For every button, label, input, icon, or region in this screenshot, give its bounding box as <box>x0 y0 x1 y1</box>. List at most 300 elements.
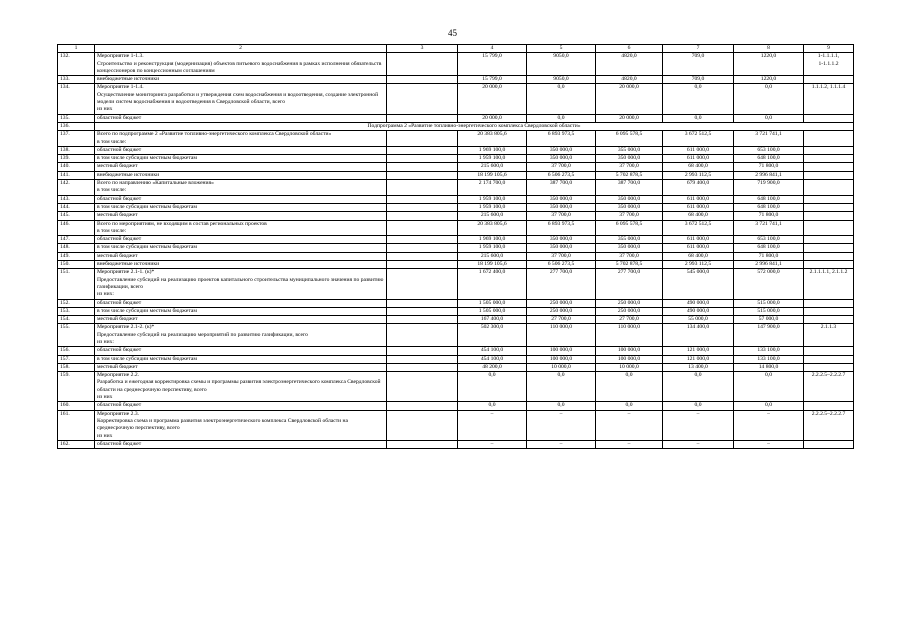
target-indicator-code <box>804 236 854 244</box>
year-2-value: 387 700,0 <box>596 180 663 196</box>
total-value: 20 383 805,6 <box>458 131 527 147</box>
row-number: 147. <box>58 236 95 244</box>
year-4-value: – <box>734 410 804 440</box>
total-value: 215 600,0 <box>458 163 527 171</box>
row-description: Мероприятие 2.2. Разработка и ежегодная корректировка схемы и программы развития электроэнергетического комплекса Свердловской области на среднесрочную перспективу, всего из них <box>95 372 387 402</box>
column-3-cell <box>387 131 458 147</box>
target-indicator-code <box>804 402 854 410</box>
total-value: 167 400,0 <box>458 316 527 324</box>
total-value: 454 100,0 <box>458 355 527 363</box>
year-4-value: 3 721 741,1 <box>734 220 804 236</box>
column-3-cell <box>387 324 458 347</box>
total-value: 1 959 100,0 <box>458 244 527 252</box>
column-3-cell <box>387 203 458 211</box>
year-1-value: 387 700,0 <box>527 180 596 196</box>
year-1-value: 100 000,0 <box>527 347 596 355</box>
target-indicator-code <box>804 252 854 260</box>
row-description: в том числе субсидии местным бюджетам <box>95 307 387 315</box>
year-3-value: – <box>663 410 734 440</box>
year-4-value: 515 000,0 <box>734 299 804 307</box>
row-number: 161. <box>58 410 95 440</box>
year-4-value: 572 000,0 <box>734 269 804 299</box>
row-description: внебюджетные источники <box>95 261 387 269</box>
year-2-value: 37 700,0 <box>596 212 663 220</box>
table-row <box>58 324 854 347</box>
year-2-value: 6 095 578,5 <box>596 131 663 147</box>
year-3-value: 121 000,0 <box>663 355 734 363</box>
column-number: 8 <box>734 45 804 53</box>
row-number: 136. <box>58 122 95 130</box>
year-4-value: 1220,0 <box>734 76 804 84</box>
column-3-cell <box>387 440 458 448</box>
target-indicator-code <box>804 220 854 236</box>
table-header-row <box>58 45 854 53</box>
row-description: Всего по подпрограмме 2 «Развитие топливно-энергетического комплекса Свердловской области» в том числе: <box>95 131 387 147</box>
table-row <box>58 440 854 448</box>
row-number: 132. <box>58 53 95 76</box>
year-2-value: 350 000,0 <box>596 244 663 252</box>
column-3-cell <box>387 316 458 324</box>
row-description: Мероприятие 2.1-2. (к)* Предоставление субсидий на реализацию мероприятий по развитию газификации, всего из них: <box>95 324 387 347</box>
row-number: 160. <box>58 402 95 410</box>
year-4-value: 0,0 <box>734 114 804 122</box>
table-row <box>58 299 854 307</box>
column-3-cell <box>387 261 458 269</box>
row-number: 157. <box>58 355 95 363</box>
row-description: Мероприятие 1-1.4. Осуществление мониторинга разработки и утверждения схем водоснабжения и водоотведения, создание электронной модели систем водоснабжения и водоотведения в Свердловской области, всего из них <box>95 84 387 114</box>
year-2-value: 20 000,0 <box>596 84 663 114</box>
year-4-value: 14 800,0 <box>734 363 804 371</box>
table-row <box>58 84 854 114</box>
column-3-cell <box>387 402 458 410</box>
row-description: в том числе субсидии местным бюджетам <box>95 203 387 211</box>
year-1-value: – <box>527 440 596 448</box>
year-1-value: 0,0 <box>527 402 596 410</box>
table-row <box>58 180 854 196</box>
target-indicator-code: 2.2.2.5–2.2.2.7 <box>804 410 854 440</box>
year-2-value: 20 000,0 <box>596 114 663 122</box>
year-3-value: 55 000,0 <box>663 316 734 324</box>
year-1-value: 37 700,0 <box>527 163 596 171</box>
table-row <box>58 269 854 299</box>
column-3-cell <box>387 195 458 203</box>
row-number: 140. <box>58 163 95 171</box>
row-number: 151. <box>58 269 95 299</box>
year-3-value: 68 400,0 <box>663 252 734 260</box>
target-indicator-code <box>804 146 854 154</box>
total-value: 1 505 000,0 <box>458 299 527 307</box>
row-number: 162. <box>58 440 95 448</box>
year-3-value: 2 993 112,5 <box>663 171 734 179</box>
year-1-value: 0,0 <box>527 84 596 114</box>
target-indicator-code <box>804 114 854 122</box>
row-description: местный бюджет <box>95 252 387 260</box>
year-2-value: 4820,0 <box>596 53 663 76</box>
target-indicator-code <box>804 131 854 147</box>
total-value: 215 600,0 <box>458 212 527 220</box>
year-2-value: 350 000,0 <box>596 155 663 163</box>
column-number: 6 <box>596 45 663 53</box>
row-description: областной бюджет <box>95 236 387 244</box>
row-number: 144. <box>58 203 95 211</box>
column-3-cell <box>387 347 458 355</box>
year-1-value: 350 000,0 <box>527 203 596 211</box>
year-3-value: 3 672 512,5 <box>663 220 734 236</box>
column-3-cell <box>387 84 458 114</box>
column-3-cell <box>387 53 458 76</box>
year-1-value: 6 506 273,5 <box>527 171 596 179</box>
year-1-value: 250 000,0 <box>527 307 596 315</box>
column-number: 5 <box>527 45 596 53</box>
year-2-value: 110 000,0 <box>596 324 663 347</box>
total-value: 20 000,0 <box>458 84 527 114</box>
target-indicator-code <box>804 163 854 171</box>
row-description: Мероприятие 2.3. Корректировка схема и программа развития электроэнергетического комплекса Свердловской области на среднесрочную перспективу, всего из них <box>95 410 387 440</box>
row-description: в том числе субсидии местным бюджетам <box>95 355 387 363</box>
row-description: местный бюджет <box>95 316 387 324</box>
year-2-value: 355 000,0 <box>596 236 663 244</box>
table-row <box>58 252 854 260</box>
year-1-value: 9050,0 <box>527 76 596 84</box>
total-value: 1 505 000,0 <box>458 307 527 315</box>
row-number: 150. <box>58 261 95 269</box>
year-3-value: 611 000,0 <box>663 236 734 244</box>
table-row <box>58 146 854 154</box>
year-4-value: 57 000,0 <box>734 316 804 324</box>
total-value: 20 383 805,6 <box>458 220 527 236</box>
column-number: 7 <box>663 45 734 53</box>
row-number: 138. <box>58 146 95 154</box>
target-indicator-code <box>804 307 854 315</box>
table-row <box>58 122 854 130</box>
column-3-cell <box>387 252 458 260</box>
column-3-cell <box>387 76 458 84</box>
year-4-value: 653 100,0 <box>734 146 804 154</box>
year-4-value: 71 800,0 <box>734 252 804 260</box>
year-3-value: 68 400,0 <box>663 163 734 171</box>
row-number: 149. <box>58 252 95 260</box>
target-indicator-code <box>804 316 854 324</box>
column-3-cell <box>387 372 458 402</box>
year-3-value: 0,0 <box>663 114 734 122</box>
target-indicator-code <box>804 261 854 269</box>
year-3-value: 2 993 112,5 <box>663 261 734 269</box>
year-2-value: 0,0 <box>596 372 663 402</box>
target-indicator-code <box>804 440 854 448</box>
table-row <box>58 212 854 220</box>
year-4-value: 147 900,0 <box>734 324 804 347</box>
year-2-value: 6 095 578,5 <box>596 220 663 236</box>
total-value: 15 799,0 <box>458 76 527 84</box>
year-4-value: 133 100,0 <box>734 355 804 363</box>
year-3-value: 611 000,0 <box>663 244 734 252</box>
year-3-value: 134 400,0 <box>663 324 734 347</box>
table-row <box>58 155 854 163</box>
table-row <box>58 244 854 252</box>
total-value: 1 969 100,0 <box>458 236 527 244</box>
year-2-value: 250 000,0 <box>596 307 663 315</box>
total-value: 1 969 100,0 <box>458 146 527 154</box>
year-4-value: 515 000,0 <box>734 307 804 315</box>
year-4-value: 133 100,0 <box>734 347 804 355</box>
year-1-value: 37 700,0 <box>527 212 596 220</box>
year-3-value: 611 000,0 <box>663 146 734 154</box>
total-value: 15 799,0 <box>458 53 527 76</box>
table-row <box>58 261 854 269</box>
year-2-value: 355 000,0 <box>596 146 663 154</box>
row-number: 155. <box>58 324 95 347</box>
column-3-cell <box>387 307 458 315</box>
row-description: Всего по направлению «Капитальные вложения» в том числе: <box>95 180 387 196</box>
row-number: 143. <box>58 195 95 203</box>
target-indicator-code: 2.1.1.3 <box>804 324 854 347</box>
target-indicator-code <box>804 244 854 252</box>
row-description: местный бюджет <box>95 212 387 220</box>
year-4-value: 2 996 841,1 <box>734 261 804 269</box>
target-indicator-code <box>804 212 854 220</box>
table-row <box>58 171 854 179</box>
row-description: в том числе субсидии местным бюджетам <box>95 155 387 163</box>
year-3-value: 0,0 <box>663 372 734 402</box>
target-indicator-code <box>804 299 854 307</box>
year-2-value: 100 000,0 <box>596 347 663 355</box>
budget-table <box>57 44 854 449</box>
year-2-value: 37 700,0 <box>596 163 663 171</box>
row-number: 145. <box>58 212 95 220</box>
year-3-value: 611 000,0 <box>663 155 734 163</box>
year-4-value: 648 100,0 <box>734 195 804 203</box>
year-3-value: 545 000,0 <box>663 269 734 299</box>
column-3-cell <box>387 363 458 371</box>
year-4-value: 648 100,0 <box>734 155 804 163</box>
row-description: областной бюджет <box>95 402 387 410</box>
row-number: 135. <box>58 114 95 122</box>
row-number: 148. <box>58 244 95 252</box>
year-4-value: 3 721 741,1 <box>734 131 804 147</box>
year-2-value: – <box>596 440 663 448</box>
year-2-value: 37 700,0 <box>596 252 663 260</box>
column-3-cell <box>387 146 458 154</box>
table-row <box>58 220 854 236</box>
table-row <box>58 355 854 363</box>
subprogram-title: Подпрограмма 2 «Развитие топливно-энергетического комплекса Свердловской области» <box>95 122 854 130</box>
row-description: в том числе субсидии местным бюджетам <box>95 244 387 252</box>
row-number: 142. <box>58 180 95 196</box>
year-1-value: 37 700,0 <box>527 252 596 260</box>
year-2-value: 350 000,0 <box>596 195 663 203</box>
total-value: 2 174 700,0 <box>458 180 527 196</box>
year-4-value: 1220,0 <box>734 53 804 76</box>
table-row <box>58 316 854 324</box>
column-3-cell <box>387 163 458 171</box>
year-1-value: 350 000,0 <box>527 155 596 163</box>
year-1-value: 6 893 973,5 <box>527 131 596 147</box>
total-value: 18 199 105,6 <box>458 261 527 269</box>
column-number: 9 <box>804 45 854 53</box>
column-3-cell <box>387 236 458 244</box>
total-value: 502 300,0 <box>458 324 527 347</box>
column-3-cell <box>387 355 458 363</box>
year-2-value: 5 702 878,5 <box>596 261 663 269</box>
year-4-value: 648 100,0 <box>734 203 804 211</box>
target-indicator-code <box>804 355 854 363</box>
year-4-value: 653 100,0 <box>734 236 804 244</box>
row-description: областной бюджет <box>95 299 387 307</box>
year-4-value: 2 996 841,1 <box>734 171 804 179</box>
row-number: 152. <box>58 299 95 307</box>
year-3-value: 68 400,0 <box>663 212 734 220</box>
year-2-value: 277 700,0 <box>596 269 663 299</box>
year-3-value: 13 400,0 <box>663 363 734 371</box>
target-indicator-code: 1.1.1.2, 1.1.1.4 <box>804 84 854 114</box>
total-value: 0,0 <box>458 372 527 402</box>
row-description: внебюджетные источники <box>95 171 387 179</box>
year-3-value: 709,0 <box>663 53 734 76</box>
row-description: местный бюджет <box>95 163 387 171</box>
year-2-value: 5 702 878,5 <box>596 171 663 179</box>
year-1-value: 6 893 973,5 <box>527 220 596 236</box>
column-3-cell <box>387 155 458 163</box>
year-1-value: 6 506 273,5 <box>527 261 596 269</box>
year-1-value: 350 000,0 <box>527 146 596 154</box>
year-3-value: 0,0 <box>663 402 734 410</box>
total-value: 0,0 <box>458 402 527 410</box>
total-value: 215 600,0 <box>458 252 527 260</box>
total-value: 48 200,0 <box>458 363 527 371</box>
column-3-cell <box>387 410 458 440</box>
year-1-value: 350 000,0 <box>527 195 596 203</box>
table-row <box>58 402 854 410</box>
year-3-value: 709,0 <box>663 76 734 84</box>
row-number: 139. <box>58 155 95 163</box>
year-3-value: 611 000,0 <box>663 195 734 203</box>
total-value: 1 959 100,0 <box>458 203 527 211</box>
row-number: 137. <box>58 131 95 147</box>
total-value: 18 199 105,6 <box>458 171 527 179</box>
column-number: 1 <box>58 45 95 53</box>
year-1-value: 350 000,0 <box>527 236 596 244</box>
row-description: областной бюджет <box>95 195 387 203</box>
year-2-value: – <box>596 410 663 440</box>
year-4-value: 0,0 <box>734 84 804 114</box>
year-2-value: 10 000,0 <box>596 363 663 371</box>
year-3-value: – <box>663 440 734 448</box>
table-row <box>58 131 854 147</box>
column-3-cell <box>387 269 458 299</box>
year-2-value: 350 000,0 <box>596 203 663 211</box>
year-3-value: 490 000,0 <box>663 299 734 307</box>
year-2-value: 0,0 <box>596 402 663 410</box>
total-value: – <box>458 410 527 440</box>
year-3-value: 611 000,0 <box>663 203 734 211</box>
row-number: 154. <box>58 316 95 324</box>
table-row <box>58 114 854 122</box>
year-2-value: 250 000,0 <box>596 299 663 307</box>
year-1-value: – <box>527 410 596 440</box>
year-2-value: 27 700,0 <box>596 316 663 324</box>
year-2-value: 4820,0 <box>596 76 663 84</box>
total-value: – <box>458 440 527 448</box>
page-number: 45 <box>448 28 457 38</box>
target-indicator-code <box>804 363 854 371</box>
row-number: 133. <box>58 76 95 84</box>
year-4-value: 71 800,0 <box>734 212 804 220</box>
column-3-cell <box>387 244 458 252</box>
year-1-value: 0,0 <box>527 114 596 122</box>
column-number: 4 <box>458 45 527 53</box>
row-number: 159. <box>58 372 95 402</box>
column-3-cell <box>387 299 458 307</box>
table-row <box>58 307 854 315</box>
year-4-value: 71 800,0 <box>734 163 804 171</box>
year-4-value: 719 900,0 <box>734 180 804 196</box>
year-4-value: 648 100,0 <box>734 244 804 252</box>
row-number: 134. <box>58 84 95 114</box>
row-number: 141. <box>58 171 95 179</box>
target-indicator-code <box>804 76 854 84</box>
column-3-cell <box>387 212 458 220</box>
table-row <box>58 53 854 76</box>
column-3-cell <box>387 220 458 236</box>
column-number: 2 <box>95 45 387 53</box>
year-1-value: 10 000,0 <box>527 363 596 371</box>
year-1-value: 27 700,0 <box>527 316 596 324</box>
row-number: 156. <box>58 347 95 355</box>
column-number: 3 <box>387 45 458 53</box>
year-1-value: 250 000,0 <box>527 299 596 307</box>
row-number: 146. <box>58 220 95 236</box>
row-description: местный бюджет <box>95 363 387 371</box>
table-row <box>58 363 854 371</box>
year-1-value: 277 700,0 <box>527 269 596 299</box>
target-indicator-code <box>804 203 854 211</box>
total-value: 1 672 400,0 <box>458 269 527 299</box>
table-row <box>58 347 854 355</box>
table-row <box>58 410 854 440</box>
row-description: областной бюджет <box>95 440 387 448</box>
total-value: 454 100,0 <box>458 347 527 355</box>
year-4-value: – <box>734 440 804 448</box>
row-description: внебюджетные источники <box>95 76 387 84</box>
year-3-value: 0,0 <box>663 84 734 114</box>
row-number: 153. <box>58 307 95 315</box>
total-value: 1 959 100,0 <box>458 195 527 203</box>
year-1-value: 350 000,0 <box>527 244 596 252</box>
target-indicator-code <box>804 180 854 196</box>
row-description: Всего по мероприятиям, не входящим в состав региональных проектов в том числе: <box>95 220 387 236</box>
target-indicator-code: 1-1.1.1.1, 1-1.1.1.2 <box>804 53 854 76</box>
row-description: Мероприятие 2.1-1. (к)* Предоставление субсидий на реализацию проектов капитального строительства муниципального значения по развитию газификации, всего из них: <box>95 269 387 299</box>
target-indicator-code <box>804 171 854 179</box>
column-3-cell <box>387 180 458 196</box>
table-row <box>58 195 854 203</box>
target-indicator-code: 2.1.1.1.1, 2.1.1.2 <box>804 269 854 299</box>
target-indicator-code: 2.2.2.5–2.2.2.7 <box>804 372 854 402</box>
target-indicator-code <box>804 347 854 355</box>
year-2-value: 100 000,0 <box>596 355 663 363</box>
row-number: 158. <box>58 363 95 371</box>
total-value: 1 959 100,0 <box>458 155 527 163</box>
table-row <box>58 236 854 244</box>
table-row <box>58 203 854 211</box>
row-description: Мероприятие 1-1.3. Строительство и реконструкция (модернизация) объектов питьевого водоснабжения в рамках исполнения обязательств концессионеров по концессионным соглашениям <box>95 53 387 76</box>
year-3-value: 679 400,0 <box>663 180 734 196</box>
target-indicator-code <box>804 195 854 203</box>
row-description: областной бюджет <box>95 347 387 355</box>
table-row <box>58 163 854 171</box>
row-description: областной бюджет <box>95 146 387 154</box>
table-row <box>58 76 854 84</box>
